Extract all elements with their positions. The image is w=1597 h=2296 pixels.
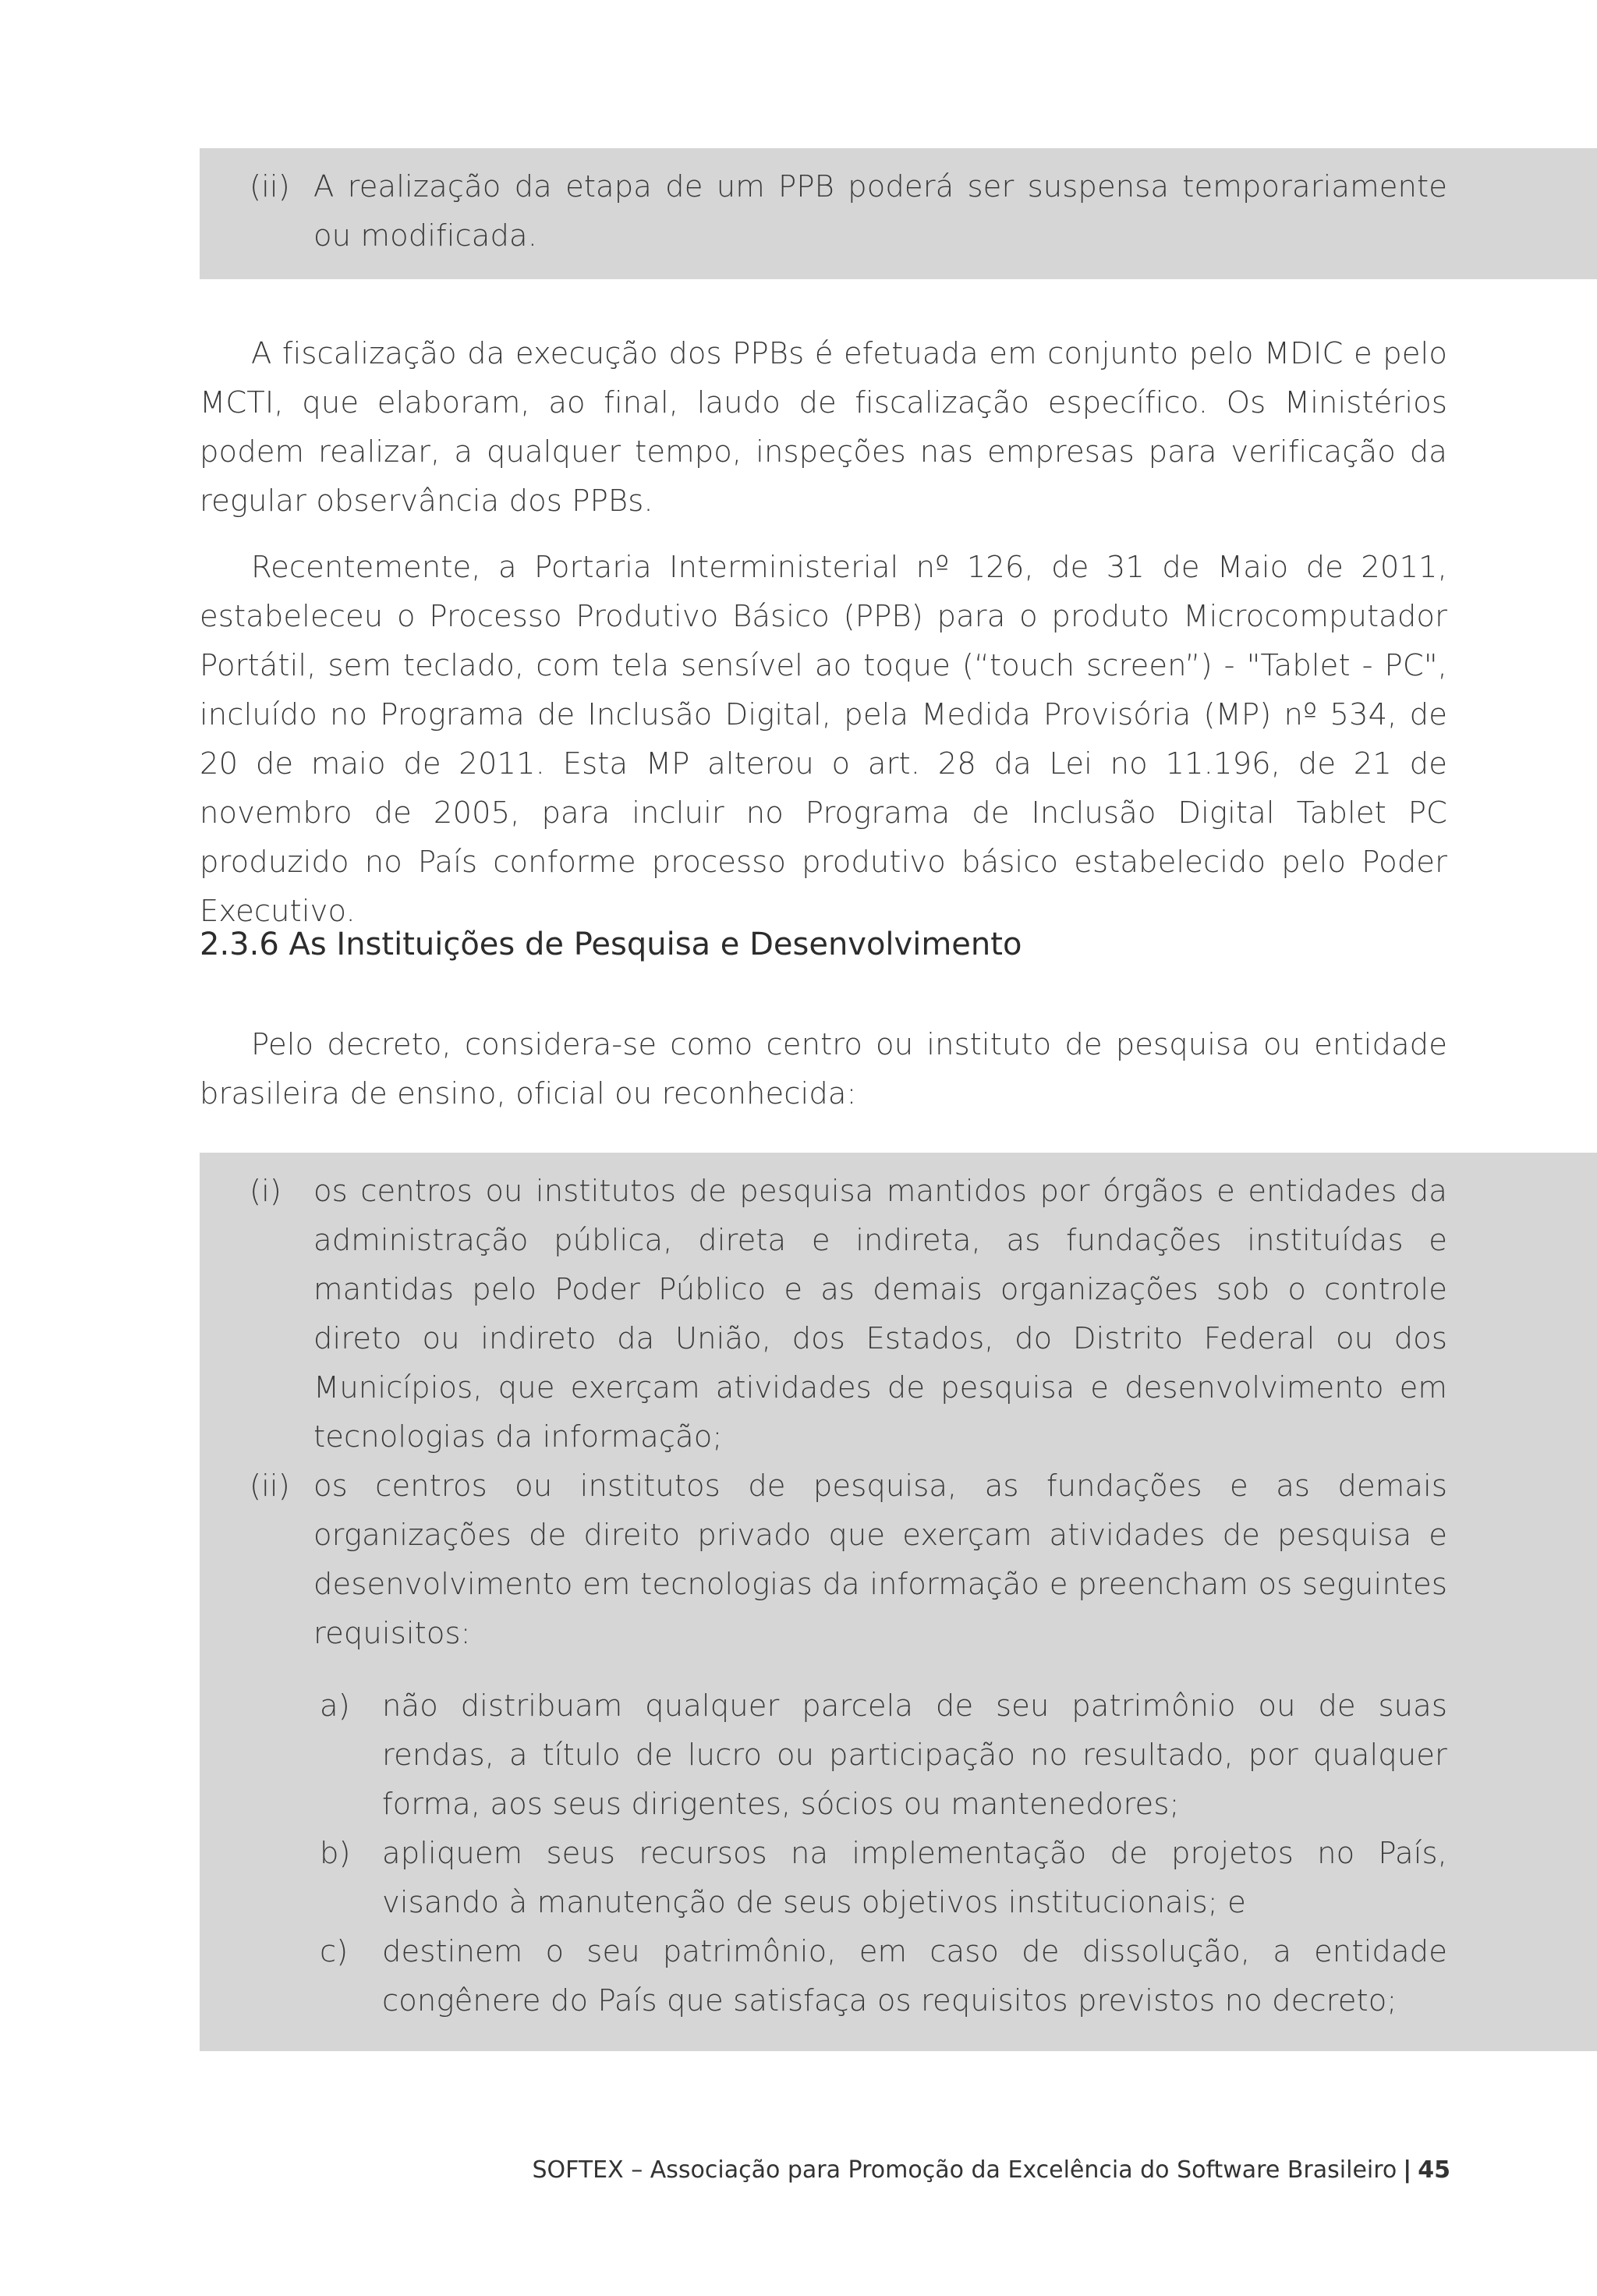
- list-item-number: (ii): [250, 1469, 290, 1504]
- sub-item-a: [200, 1681, 1447, 1829]
- list-item-number: (i): [250, 1174, 282, 1209]
- list-item-text: os centros ou institutos de pesquisa, as fundações e as demais organizações de direito privado que exerçam atividades de pesquisa e desenvolvimento em tecnologias da informação e preencham os seguintes requisitos:: [313, 1469, 1447, 1651]
- list-item-text: A realização da etapa de um PPB poderá ser suspensa temporariamente ou modificada.: [313, 169, 1447, 253]
- page-footer: [532, 2152, 1450, 2188]
- sub-item-letter: b): [320, 1836, 351, 1871]
- section-heading: 2.3.6 As Instituições de Pesquisa e Desenvolvimento: [200, 927, 1022, 962]
- sub-item-c: [200, 1927, 1447, 2025]
- sub-item-text: destinem o seu patrimônio, em caso de dissolução, a entidade congênere do País que satisfaça os requisitos previstos no decreto;: [382, 1934, 1447, 2018]
- footer-separator: |: [1403, 2156, 1412, 2184]
- paragraph-decreto: Pelo decreto, considera-se como centro ou instituto de pesquisa ou entidade brasileira de ensino, oficial ou reconhecida:: [200, 1027, 1447, 1111]
- page-number: 45: [1418, 2156, 1450, 2184]
- sub-item-b: [200, 1829, 1447, 1927]
- sub-item-text: apliquem seus recursos na implementação de projetos no País, visando à manutenção de seus objetivos institucionais; e: [382, 1836, 1447, 1920]
- list-item-i: [200, 1167, 1447, 1462]
- sub-item-text: não distribuam qualquer parcela de seu patrimônio ou de suas rendas, a título de lucro ou participação no resultado, por qualquer forma, aos seus dirigentes, sócios ou mantenedores;: [382, 1688, 1447, 1822]
- sub-item-letter: c): [320, 1934, 349, 1969]
- paragraph-fiscalizacao: A fiscalização da execução dos PPBs é efetuada em conjunto pelo MDIC e pelo MCTI, que elaboram, ao final, laudo de fiscalização específico. Os Ministérios podem realizar, a qualquer tempo, inspeções nas empresas para verificação da regular observância dos PPBs.: [200, 336, 1447, 519]
- footer-text: SOFTEX – Associação para Promoção da Excelência do Software Brasileiro: [532, 2156, 1397, 2184]
- list-item-number: (ii): [250, 169, 290, 204]
- list-item-ii: [200, 1462, 1447, 1658]
- sub-item-letter: a): [320, 1688, 350, 1724]
- paragraph-portaria: Recentemente, a Portaria Interministerial nº 126, de 31 de Maio de 2011, estabeleceu o Processo Produtivo Básico (PPB) para o produto Microcomputador Portátil, sem teclado, com tela sensível ao toque (“touch screen”) - "Tablet - PC", incluído no Programa de Inclusão Digital, pela Medida Provisória (MP) nº 534, de 20 de maio de 2011. Esta MP alterou o art. 28 da Lei no 11.196, de 21 de novembro de 2005, para incluir no Programa de Inclusão Digital Tablet PC produzido no País conforme processo produtivo básico estabelecido pelo Poder Executivo.: [200, 550, 1447, 929]
- list-item-text: os centros ou institutos de pesquisa mantidos por órgãos e entidades da administração pública, direta e indireta, as fundações instituídas e mantidas pelo Poder Público e as demais organizações sob o controle direto ou indireto da União, dos Estados, do Distrito Federal ou dos Municípios, que exerçam atividades de pesquisa e desenvolvimento em tecnologias da informação;: [313, 1174, 1447, 1454]
- list-item-top-ii: [200, 162, 1447, 260]
